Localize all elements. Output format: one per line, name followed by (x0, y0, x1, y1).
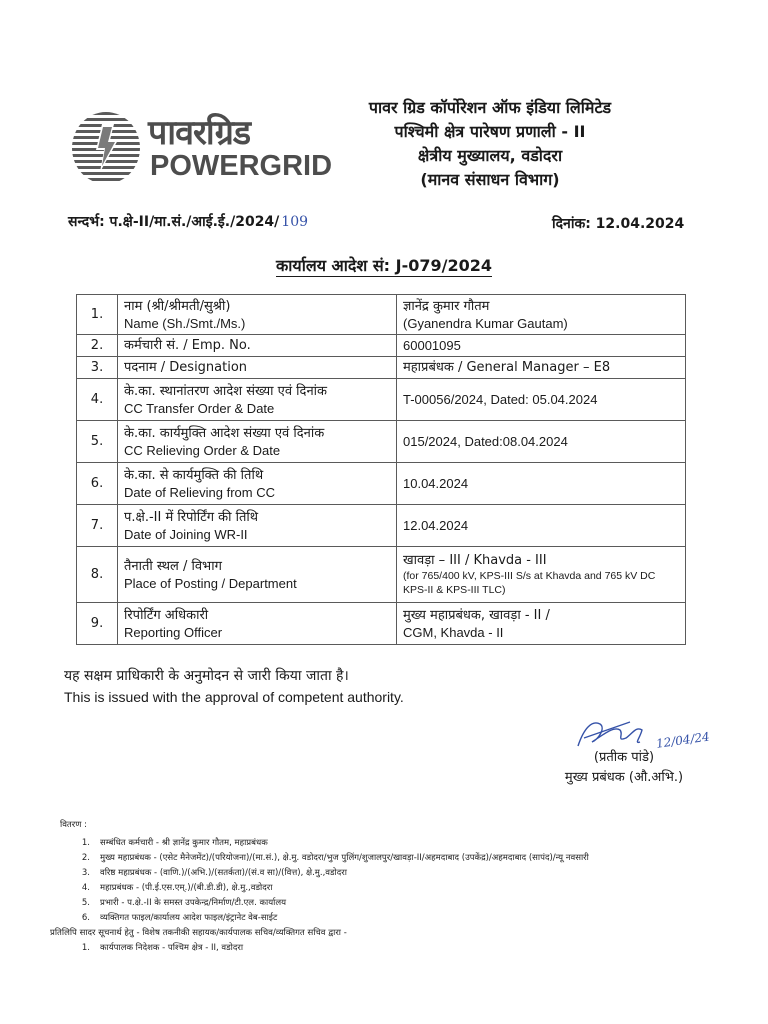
row-label-english: Place of Posting / Department (124, 575, 297, 591)
organization-header (320, 96, 660, 192)
row-number: 8. (77, 547, 118, 603)
row-value (397, 335, 686, 357)
list-item (60, 851, 589, 866)
row-number: 9. (77, 603, 118, 645)
list-item (60, 896, 589, 911)
details-table (76, 294, 686, 645)
row-value-line1: मुख्य महाप्रबंधक, खावड़ा - II / (403, 607, 550, 623)
row-label (118, 379, 397, 421)
row-value-line1: 10.04.2024 (403, 476, 469, 491)
list-item-number: 2. (81, 853, 90, 863)
row-label-english: Name (Sh./Smt./Ms.) (124, 315, 246, 331)
org-name: पावर ग्रिड कॉर्पोरेशन ऑफ इंडिया लिमिटेड (368, 98, 612, 117)
row-number: 5. (77, 421, 118, 463)
reference-handwritten-number: 109 (281, 214, 309, 230)
row-number: 2. (77, 335, 118, 357)
row-label-hindi: के.का. कार्यमुक्ति आदेश संख्या एवं दिनांक (124, 425, 325, 441)
distribution-heading: वितरण : (60, 820, 87, 830)
row-value (397, 547, 686, 603)
row-number: 7. (77, 505, 118, 547)
row-label (118, 463, 397, 505)
signatory-designation: मुख्य प्रबंधक (औ.अभि.) (564, 770, 684, 785)
copy-items (60, 941, 589, 956)
table-row (77, 379, 686, 421)
row-value-line1: 12.04.2024 (403, 518, 469, 533)
list-item-number: 1. (81, 943, 90, 953)
row-value-line2: CGM, Khavda - II (403, 624, 504, 640)
list-item (60, 866, 589, 881)
approval-english: This is issued with the approval of competent authority. (64, 689, 404, 705)
row-label-english: Date of Relieving from CC (124, 484, 275, 500)
list-item-text: महाप्रबंधक - (पी.ई.एस.एम्.)/(बी.डी.डी), क्षे.मु.,वडोदरा (100, 883, 273, 893)
table-row (77, 357, 686, 379)
row-label-hindi: रिपोर्टिंग अधिकारी (124, 607, 209, 623)
org-office: क्षेत्रीय मुख्यालय, वडोदरा (417, 146, 563, 165)
row-value (397, 379, 686, 421)
approval-statement (64, 666, 404, 708)
row-number: 3. (77, 357, 118, 379)
row-number: 4. (77, 379, 118, 421)
row-value-line1: खावड़ा – III / Khavda - III (403, 553, 547, 568)
org-department: (मानव संसाधन विभाग) (420, 170, 560, 189)
list-item (60, 911, 589, 926)
row-label (118, 335, 397, 357)
row-value (397, 603, 686, 645)
row-label (118, 547, 397, 603)
list-item-text: कार्यपालक निदेशक - पश्चिम क्षेत्र - II, वडोदरा (100, 943, 244, 953)
table-row (77, 603, 686, 645)
row-label-hindi: के.का. से कार्यमुक्ति की तिथि (124, 467, 264, 483)
row-value-line1: 60001095 (403, 338, 461, 353)
table-row (77, 295, 686, 335)
reference-label: सन्दर्भ: प.क्षे-II/मा.सं./आई.ई./2024/ (68, 214, 280, 230)
table-row (77, 421, 686, 463)
list-item-text: प्रभारी - प.क्षे.-II के समस्त उपकेन्द्र/निर्माण/टी.एल. कार्यालय (100, 898, 287, 908)
row-label-english: Reporting Officer (124, 624, 223, 640)
row-value-line1: 015/2024, Dated:08.04.2024 (403, 434, 568, 449)
table-row (77, 505, 686, 547)
logo-english-text: POWERGRID (150, 150, 333, 182)
list-item (60, 836, 589, 851)
reference-line (68, 212, 308, 231)
list-item (60, 941, 589, 956)
row-value (397, 505, 686, 547)
globe-logo-icon (70, 110, 142, 186)
row-label (118, 357, 397, 379)
row-label-hindi: नाम (श्री/श्रीमती/सुश्री) (124, 298, 231, 314)
list-item (60, 881, 589, 896)
signatory-block (554, 748, 694, 788)
row-label-hindi: तैनाती स्थल / विभाग (124, 558, 222, 574)
row-label (118, 505, 397, 547)
row-label (118, 603, 397, 645)
logo-hindi-text: पावरग्रिड (148, 113, 251, 153)
row-value-line2: (Gyanendra Kumar Gautam) (403, 315, 568, 331)
row-value (397, 295, 686, 335)
table-row (77, 463, 686, 505)
row-label-hindi: प.क्षे.-II में रिपोर्टिंग की तिथि (124, 509, 259, 525)
distribution-list (50, 818, 589, 956)
order-title-text: कार्यालय आदेश सं: J-079/2024 (275, 256, 492, 275)
order-title (0, 254, 768, 276)
approval-hindi: यह सक्षम प्राधिकारी के अनुमोदन से जारी किया जाता है। (64, 668, 349, 684)
list-item-number: 5. (81, 898, 90, 908)
row-value-line1: T-00056/2024, Dated: 05.04.2024 (403, 392, 598, 407)
signatory-name: (प्रतीक पांडे) (593, 750, 655, 765)
list-item-text: व्यक्तिगत फाइल/कार्यालय आदेश फाइल/इंट्रानेट वेब-साईट (100, 913, 278, 923)
signature-handwritten-date: 12/04/24 (655, 729, 711, 751)
row-label-english: Date of Joining WR-II (124, 526, 248, 542)
row-label-english: CC Transfer Order & Date (124, 400, 275, 416)
row-number: 6. (77, 463, 118, 505)
list-item-number: 3. (81, 868, 90, 878)
row-label (118, 295, 397, 335)
row-label-hindi: पदनाम / Designation (124, 360, 248, 375)
row-label-english: CC Relieving Order & Date (124, 442, 281, 458)
row-label-hindi: कर्मचारी सं. / Emp. No. (124, 338, 251, 353)
table-row (77, 547, 686, 603)
row-value (397, 463, 686, 505)
list-item-number: 1. (81, 838, 90, 848)
row-value (397, 421, 686, 463)
row-value (397, 357, 686, 379)
table-row (77, 335, 686, 357)
row-value-line2: (for 765/400 kV, KPS-III S/s at Khavda and 765 kV DC KPS-II & KPS-III TLC) (403, 570, 656, 596)
list-item-number: 6. (81, 913, 90, 923)
distribution-items (60, 836, 589, 926)
row-label-hindi: के.का. स्थानांतरण आदेश संख्या एवं दिनांक (124, 383, 328, 399)
row-number: 1. (77, 295, 118, 335)
list-item-text: मुख्य महाप्रबंधक - (एसेट मैनेजमेंट)/(परियोजना)/(मा.सं.), क्षे.मु. वडोदरा/भुज पुलिंग/शुजालपुर/खावड़ा-II/अहमदाबाद (उपकेंद्र)/अहमदाबाद (सापंद)/न्यू नवसारी (100, 853, 589, 863)
org-region: पश्चिमी क्षेत्र पारेषण प्रणाली - II (394, 122, 586, 141)
list-item-text: सम्बंधित कर्मचारी - श्री ज्ञानेंद्र कुमार गौतम, महाप्रबंधक (100, 838, 268, 848)
row-value-line1: महाप्रबंधक / General Manager – E8 (403, 360, 611, 375)
order-date: दिनांक: 12.04.2024 (552, 216, 685, 232)
row-label (118, 421, 397, 463)
row-value-line1: ज्ञानेंद्र कुमार गौतम (403, 298, 490, 314)
copy-heading: प्रतिलिपि सादर सूचनार्थ हेतु - विशेष तकनीकी सहायक/कार्यपालक सचिव/व्यक्तिगत सचिव द्वारा - (50, 928, 347, 938)
list-item-number: 4. (81, 883, 90, 893)
list-item-text: वरिष्ठ महाप्रबंधक - (वाणि.)/(अभि.)/(सतर्कता)/(सं.व सा)/(वित्त), क्षे.मु.,वडोदरा (100, 868, 347, 878)
